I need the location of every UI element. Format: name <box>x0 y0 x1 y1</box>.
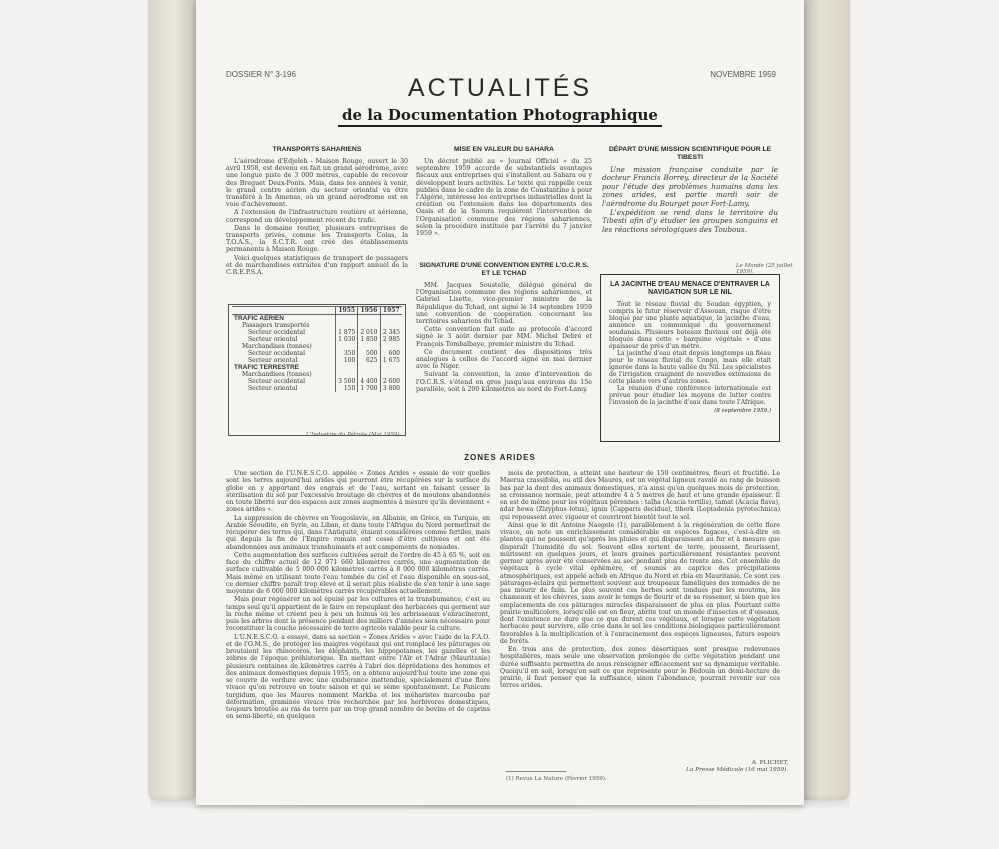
table-cell <box>336 322 358 329</box>
table-cell <box>358 343 380 350</box>
table-cell: 1 850 <box>358 336 380 343</box>
table-row <box>232 378 402 385</box>
table-cell: 2 345 <box>380 329 402 336</box>
table-cell: 1 675 <box>380 357 402 364</box>
page-subtitle-text: de la Documentation Photographique <box>338 106 662 127</box>
row-label: Secteur occidental <box>248 350 306 357</box>
table-cell: 600 <box>380 350 402 357</box>
article-paragraph: Voici quelques statistiques de transport de passagers et de marchandises extraites d'un rapport annuel de la C.R.E.P.S.A. <box>226 254 408 277</box>
table-cell: 2 985 <box>380 336 402 343</box>
article-paragraph: Dans le domaine routier, plusieurs entreprises de transports privés, comme les Transports Colas, la T.O.A.S., la S.C.T.R. ont créé des établissements permanents à Maison Rouge. <box>226 224 408 254</box>
zones-column-right <box>500 470 780 691</box>
article-heading: MISE EN VALEUR DU SAHARA <box>454 146 554 153</box>
table-row <box>232 322 402 329</box>
article-paragraph: Un décret publié au « Journal Officiel » du 25 septembre 1959 accorde de substantiels avantages fiscaux aux entreprises qui s'installent au Sahara ou y développent leurs activités. Le texte qui rappelle ceux publiés dans le cadre de la zone de Constantine à pour l'Algérie, intéresse les entreprises industrielles dont la création ou l'extension dans les départements des Oasis et de la Saoura requièrent l'intervention de l'Organisation commune des régions sahariennes, selon la procédure instituée par l'arrêté du 7 janvier 1959 ». <box>416 158 592 238</box>
row-label: Marchandises (tonnes) <box>242 343 312 350</box>
table-cell: 2 010 <box>358 329 380 336</box>
article-paragraph: La suppression de chèvres en Yougoslavie, en Albanie, en Grèce, en Turquie, en Arabie Séoudite, en Syrie, au Liban, et dans toute l'Afrique du Nord permettrait de récupérer des terres qui, dans l'Antiquité, étaient considérées comme fertiles, mais qui depuis la fin de l'Empire romain ont cessé d'être cultivées et ont été abandonnées aux animaux transhumants et aux campements de nomades. <box>226 514 490 551</box>
signature-name: A. PLICHET, <box>751 760 789 766</box>
row-label: Secteur occidental <box>248 378 306 385</box>
article-paragraph: En trois ans de protection, des zones désertiques sont presque redevenues hospitalières, mais seule une observation prolongée de cette végétation pendant une durée suffisante permettra de nous renseigner efficacement sur sa dynamique véritable. Quoiqu'il en soit, lorsqu'on sait ce que représente pour le Bédouin un demi-hectare de prairie, il faut penser que la suffisance, sinon l'abondance, pourrait revenir sur ces terres arides. <box>500 646 780 690</box>
table-cell <box>380 343 402 350</box>
article-heading: TRANSPORTS SAHARIENS <box>272 146 362 153</box>
table-row <box>232 336 402 343</box>
traffic-table <box>232 306 402 392</box>
article-paragraph: Cette augmentation des surfaces cultivées serait de l'ordre de 45 à 65 %, soit en face du chiffre actuel de 12 971 660 kilomètres carrés, une augmentation de surface cultivable de 5 000 000 kilomètres carrés à 8 000 000 kilomètres carrés. Mais même en utilisant toute l'eau tombée du ciel et l'eau disponible en sous-sol, ce dernier chiffre paraît trop élevé et il serait plus réaliste de s'en tenir à une sage moyenne de 6 000 000 kilomètres carrés récupérables actuellement. <box>226 551 490 595</box>
page-subtitle <box>196 106 804 124</box>
table-cell: 1 030 <box>336 336 358 343</box>
binder-right-flap <box>800 0 850 800</box>
article-mise-en-valeur <box>416 146 592 238</box>
table-cell <box>358 371 380 378</box>
row-label: Secteur oriental <box>248 385 298 392</box>
table-cell: 625 <box>358 357 380 364</box>
section-label: TRAFIC TERRESTRE <box>234 364 299 371</box>
footnote: (1) Revue La Nature (Février 1959). <box>506 776 607 782</box>
table-cell: 3 500 <box>336 378 358 385</box>
article-heading: LA JACINTHE D'EAU MENACE D'ENTRAVER LA NAVIGATION SUR LE NIL <box>610 281 770 296</box>
table-cell <box>358 322 380 329</box>
dossier-number: DOSSIER N° 3-196 <box>226 70 296 79</box>
table-cell <box>336 371 358 378</box>
table-row <box>232 357 402 364</box>
table-row <box>232 329 402 336</box>
table-cell: 150 <box>336 385 358 392</box>
year-header: 1955 <box>336 307 358 315</box>
table-cell: 350 <box>336 350 358 357</box>
article-paragraph: Suivant la convention, la zone d'intervention de l'O.C.R.S. s'étend en gros jusqu'aux environs du 15e parallèle, soit à 200 kilomètres au nord de Fort-Lamy. <box>416 371 592 393</box>
zones-column-left <box>226 470 490 722</box>
table-row <box>232 371 402 378</box>
article-heading: SIGNATURE D'UNE CONVENTION ENTRE L'O.C.R.S. ET LE TCHAD <box>419 262 589 277</box>
article-paragraph: Mais pour régénérer un sol épuisé par les cultures et la transhumance, c'est au temps seul qu'il appartient de le faire en repeuplant des herbacées qui germent sur la roche même et créent peu à peu un humus où les arbrisseaux s'enracineront, puis les arbres dont la présence pendant des milliers d'années sera nécessaire pour reconstituer la couche nécessaire de terre agricole valable pour la culture. <box>226 596 490 633</box>
table-cell <box>380 322 402 329</box>
table-cell: 100 <box>336 357 358 364</box>
article-paragraph: L'expédition se rend dans le territoire du Tibesti afin d'y étudier les groupes sanguins et les réactions sérologiques des Toubous. <box>602 208 778 234</box>
article-mission-tibesti <box>602 146 778 235</box>
article-source: (8 septembre 1959.) <box>714 408 771 414</box>
section-label: TRAFIC AÉRIEN <box>234 315 284 322</box>
row-label: Secteur oriental <box>248 336 298 343</box>
table-source: L'Industrie du Pétrole (Mai 1959). <box>306 432 402 438</box>
article-paragraph: Ainsi que le dit Antoine Naegele (1), parallèlement à la régénération de cette flore vivace, on note un enrichissement considérable en espèces fugaces, c'est-à-dire en plantes qui ne poussent qu'après les pluies et qui disparaissent au fur et à mesure que disparaît l'humidité du sol. Souvent elles sortent de terre, poussent, fleurissent, mûrissent en quelques jours, et leurs graines particulièrement résistantes peuvent germer après avoir été conservées au sec pendant plus de trente ans. Cet ensemble de végétaux à cycle vital éphémère, et soumis au caprice des précipitations atmosphériques, est appelé acheb en Afrique du Nord et rbia en Mauritanie. Ce sont ces pâturages-éclairs qui permettent souvent aux troupeaux faméliques des nomades de ne pas mourir de faim. Le plus souvent ces herbes sont tondues par les moutons, les chameaux et les chèvres, sans avoir le temps de fleurir et de se ressemer, si bien que les emplacements de ces pâturages miracles disparaissent de plus en plus. Pourtant cette prairie multicolore, lorsqu'elle est en fleur, abrite tout un monde d'insectes et d'oiseaux, dont l'existence ne dure que ce que durent ces végétaux, et lorsque cette végétation herbacée peut survivre, elle crée dans le sol les conditions biologiques particulièrement favorables à la multiplication et à l'enracinement des espèces ligneuses, futurs espoirs de forêts. <box>500 521 780 645</box>
article-source: Le Monde (25 juillet 1959). <box>736 263 793 275</box>
table-header-row <box>232 307 402 315</box>
table-cell: 1 700 <box>358 385 380 392</box>
article-paragraph: Cette convention fait suite au protocole d'accord signé le 3 août dernier par MM. Michel Debré et François Tombalbaye, premier ministre du Tchad. <box>416 326 592 348</box>
article-paragraph: L'aérodrome d'Edjeleh - Maison Rouge, ouvert le 30 avril 1958, est devenu en fait un grand aérodrome, avec une longue piste de 3 000 mètres, capable de recevoir des Breguet Deux-Ponts. Mais, dans les années à venir, le grand centre aérien du secteur oriental va être transféré à In Amenas, où un grand aérodrome est en voie d'achèvement. <box>226 158 408 209</box>
article-paragraph: A l'extension de l'infrastructure routière et aérienne, correspond un développement récent du trafic. <box>226 209 408 224</box>
table-cell: 500 <box>358 350 380 357</box>
article-heading: DÉPART D'UNE MISSION SCIENTIFIQUE POUR LE TIBESTI <box>608 146 772 161</box>
binder-left-flap <box>148 0 196 800</box>
article-paragraph: Une section de l'U.N.E.S.C.O. appelée « Zones Arides » essaie de voir quelles sont les terres aujourd'hui arides qui pourront être récupérées sur la surface du globe en y apportant des engrais et de l'eau, sortant en faisant cesser la stérilisation du sol par l'excessive broutage de chèvres et de moutons abandonnés en toute liberté sur des espaces aux zones augmentés à mesure qu'ils deviennent « zones arides ». <box>226 470 490 514</box>
article-signature <box>686 760 788 774</box>
table-row <box>232 343 402 350</box>
table-corner <box>232 307 336 315</box>
table-cell: 1 875 <box>336 329 358 336</box>
page-title: ACTUALITÉS <box>407 74 593 102</box>
year-header: 1957 <box>380 307 402 315</box>
article-paragraph: Tout le réseau fluvial du Soudan égyptien, y compris le futur réservoir d'Assouan, risque d'être bloqué par une plante aquatique, la jacinthe d'eau, annonce un communiqué du gouvernement soudanais. Plusieurs bateaux fluviaux ont déjà été bloqués dans cette « barquine végétale » d'une épaisseur de près d'un mètre. <box>609 301 771 350</box>
table-cell: 4 400 <box>358 378 380 385</box>
row-label: Secteur occidental <box>248 329 306 336</box>
article-paragraph: La jacinthe d'eau était depuis longtemps un fléau pour le réseau fluvial du Congo, mais elle était ignorée dans la haute vallée du Nil. Les spécialistes de l'irrigation craignent de nouvelles extensions de cette plante vers d'autres zones. <box>609 350 771 385</box>
boxed-article-jacinthe <box>600 274 780 442</box>
row-label: Marchandises (tonnes) <box>242 371 312 378</box>
article-paragraph: Une mission française conduite par le docteur Francis Borrey, directeur de la Société pour l'étude des problèmes humains dans les zones arides, est partie mardi soir de l'aérodrome du Bourget pour Fort-Lamy. <box>602 165 778 208</box>
row-label: Passagers transportés <box>242 322 310 329</box>
article-convention-tchad <box>416 262 592 394</box>
year-header: 1956 <box>358 307 380 315</box>
article-paragraph: MM. Jacques Soustelle, délégué général de l'Organisation commune des régions sahariennes, et Gabriel Lisette, vice-premier ministre de la République du Tchad, ont signé le 14 septembre 1959 une convention de coopération concernant les territoires sahariens du Tchad. <box>416 282 592 326</box>
table-row <box>232 385 402 392</box>
article-paragraph: L'U.N.E.S.C.O. a essayé, dans sa section « Zones Arides » avec l'aide de la F.A.O. et de l'O.M.S., de protéger les maigres végétaux qui ont remplacé les pâturages où broutaient les rhinocéros, les éléphants, les hippopotames, les gazelles et les zèbres de l'époque préhistorique. En mettant entre l'Aïr et l'Adrar (Mauritanie) plusieurs centaines de kilomètres carrés à l'abri des déprédations des hommes et des animaux domestiques depuis 1955, on a obtenu aujourd'hui toute une zone qui se couvre de verdure avec une exubérance inattendue, spécialement d'une flore vivace qu'on retrouve en toute saison et qui se sème spontanément. Le Panicum turgidum, que les Maures nomment Markba et les méharistes marcouba par déformation, graminée vivace très recherchée par les herbivores domestiques, toujours broutée au ras de terre par un trop grand nombre de bovins et de caprins en semi-liberté, en quelques <box>226 633 490 721</box>
table-cell: 3 800 <box>380 385 402 392</box>
issue-date: NOVEMBRE 1959 <box>710 70 776 79</box>
footnote-rule <box>506 771 566 772</box>
box-body <box>609 301 771 406</box>
article-paragraph: La réunion d'une conférence internationale est prévue pour étudier les moyens de lutter contre l'invasion de la jacinthe d'eau dans toute l'Afrique. <box>609 385 771 406</box>
table-cell <box>380 371 402 378</box>
road-rows <box>232 371 402 392</box>
table-cell: 2 600 <box>380 378 402 385</box>
document-page <box>196 0 804 805</box>
air-rows <box>232 322 402 364</box>
table-section-row <box>232 315 402 323</box>
section-heading-zones-arides: ZONES ARIDES <box>464 453 536 462</box>
article-paragraph: mois de protection, a atteint une hauteur de 150 centimètres, fleuri et fructifié. Le Maerua crassifolia, ou atil des Maures, est un végétal ligneux ravalé au rang de buisson bas par la dent des animaux domestiques, n'a ainsi qu'en quelques mois de protection, sa croissance normale, peut atteindre 4 à 5 mètres de haut et une grande épaisseur. Il en est de même pour les végétaux pérennes : talha (Acacia tortilis), tamat (Acacia flava), adar hewa (Zizyphus lotus), ignin (Capparis decidua), tiherk (Leptadenia pyrotechnica) qui repoussent avec vigueur et couvriront bientôt tout le sol. <box>500 470 780 521</box>
table-cell <box>336 343 358 350</box>
table-row <box>232 350 402 357</box>
table-section-row <box>232 364 402 371</box>
signature-source: La Presse Médicale (16 mai 1959). <box>686 767 789 773</box>
article-transports-sahariens <box>226 146 408 277</box>
article-paragraph: Ce document contient des dispositions très analogues à celles de l'accord signé en mai dernier avec le Niger. <box>416 348 592 371</box>
row-label: Secteur oriental <box>248 357 298 364</box>
